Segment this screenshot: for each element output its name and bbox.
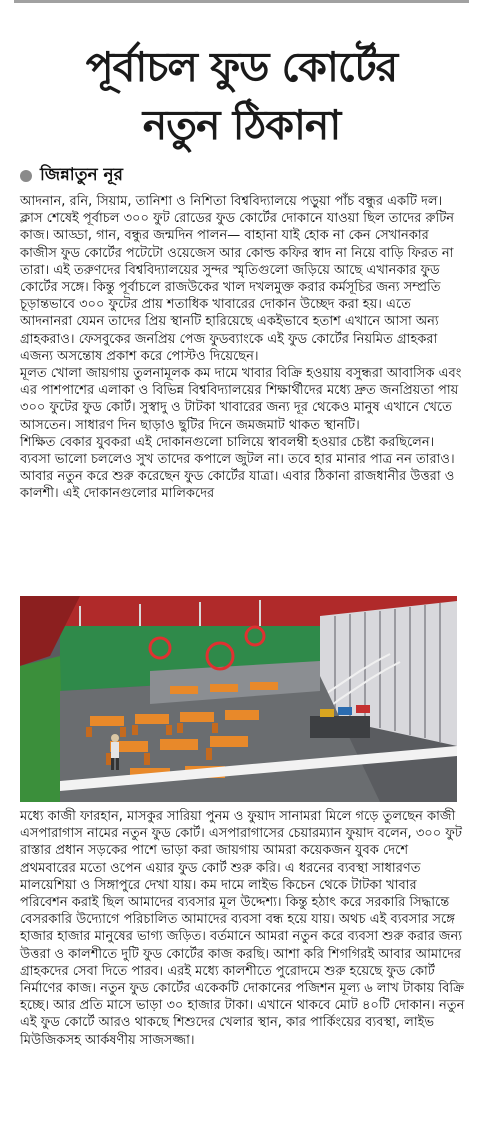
food-court-photo (20, 596, 457, 802)
paragraph: শিক্ষিত বেকার যুবকরা এই দোকানগুলো চালিয়ে স্বাবলম্বী হওয়ার চেষ্টা করছিলেন। ব্যবসা ভালো চললেও সুখ তাদের কপালে জুটল না। তবে হার মানার পাত্র নন তারাও। আবার নতুন করে শুরু করেছেন ফুড কোর্টের যাত্রা। এবার ঠিকানা রাজধানীর উত্তরা ও কালশী। এই দোকানগুলোর মালিকদের (20, 434, 455, 502)
page-top-rule (14, 0, 469, 3)
paragraph: মধ্যে কাজী ফারহান, মাসকুর সারিয়া পুনম ও ফুয়াদ সানামরা মিলে গড়ে তুলছেন কাজী এসপারাগাস নামের নতুন ফুড কোর্ট। এসপারাগাসের চেয়ারম্যান ফুয়াদ বলেন, ৩০০ ফুট রাস্তার প্রধান সড়কের পাশে ভাড়া করা জায়গায় আমরা কয়েকজন যুবক দেশে প্রথমবারের মতো ওপেন এয়ার ফুড কোর্ট শুরু করি। এ ধরনের ব্যবস্থা সাধারণত মালয়েশিয়া ও সিঙ্গাপুরে দেখা যায়। কম দামে লাইভ কিচেন থেকে টাটকা খাবার পরিবেশন করাই ছিল আমাদের ব্যবসার মূল উদ্দেশ্য। কিন্তু হঠাৎ করে সরকারি সিদ্ধান্তে বেসরকারি উদ্যোগে পরিচালিত আমাদের ব্যবসা বন্ধ হয়ে যায়। অথচ এই ব্যবসার সঙ্গে হাজার হাজার মানুষের ভাগ্য জড়িত। বর্তমানে আমরা নতুন করে ব্যবসা শুরু করার জন্য উত্তরা ও কালশীতে দুটি ফুড কোর্টের কাজ করছি। আশা করি শিগগিরই আবার আমাদের গ্রাহকদের সেবা দিতে পারব। এরই মধ্যে কালশীতে পুরোদমে শুরু হয়েছে ফুড কোর্ট নির্মাণের কাজ। নতুন ফুড কোর্টের একেকটি দোকানের পজিশন মূল্য ৬ লাখ টাকায় বিক্রি হচ্ছে। আর প্রতি মাসে ভাড়া ৩০ হাজার টাকা। এখানে থাকবে মোট ৪০টি দোকান। নতুন এই ফুড কোর্টে আরও থাকছে শিশুদের খেলার স্থান, কার পার্কিংয়ের ব্যবস্থা, লাইভ মিউজিকসহ আর্কষণীয় সাজসজ্জা। (20, 809, 465, 1048)
article-body-bottom (20, 808, 465, 1049)
paragraph: মূলত খোলা জায়গায় তুলনামূলক কম দামে খাবার বিক্রি হওয়ায় বসুন্ধরা আবাসিক এবং এর পাশপাশের এলাকা ও বিভিন্ন বিশ্ববিদ্যালয়ের শিক্ষার্থীদের মধ্যে দ্রুত জনপ্রিয়তা পায় ৩০০ ফুটের ফুড কোর্ট। সুস্বাদু ও টাটকা খাবারের জন্য দূর থেকেও মানুষ এখানে খেতে আসতেন। সাধারণ দিন ছাড়াও ছুটির দিনে জমজমাট থাকত স্থানটি। (20, 366, 462, 433)
headline-line-2: নতুন ঠিকানা (142, 101, 341, 149)
author-name: জিন্নাতুন নূর (40, 165, 124, 185)
headline-line-1: পূর্বাচল ফুড কোর্টের (85, 43, 398, 91)
paragraph: আদনান, রনি, সিয়াম, তানিশা ও নিশিতা বিশ্ববিদ্যালয়ে পড়ুয়া পাঁচ বন্ধুর একটি দল। ক্লাস শেষেই পূর্বাচল ৩০০ ফুট রোডের ফুড কোর্টের দোকানে যাওয়া ছিল তাদের রুটিন কাজ। আড্ডা, গান, বন্ধুর জন্মদিন পালন— বাহানা যাই হোক না কেন সেখানকার কাজীস ফুড কোর্টের পটেটো ওয়েজেস আর কোল্ড কফির স্বাদ না নিয়ে বাড়ি ফিরত না তারা। এই তরুণদের বিশ্ববিদ্যালয়ের সুন্দর স্মৃতিগুলো জড়িয়ে আছে এখানকার ফুড কোর্টের সঙ্গে। কিন্তু পূর্বাচলে রাজউকের খাল দখলমুক্ত করার কর্মসূচির জন্য সম্প্রতি চূড়ান্তভাবে ৩০০ ফুটের প্রায় শতাধিক খাবারের দোকান উচ্ছেদ করা হয়। এতে আদনানরা যেমন তাদের প্রিয় স্থানটি হারিয়েছে একইভাবে হতাশ এখানে আসা অন্য গ্রাহকরাও। ফেসবুকের জনপ্রিয় পেজ ফুডব্যাংকে এই ফুড কোর্টের নিয়মিত গ্রাহকরা এজন্য অসন্তোষ প্রকাশ করে পোস্টও দিয়েছেন। (20, 194, 455, 364)
food-court-illustration (20, 596, 457, 802)
article-body-top (20, 193, 465, 503)
article-headline (0, 38, 483, 154)
byline (20, 165, 123, 187)
bullet-icon (20, 170, 32, 182)
